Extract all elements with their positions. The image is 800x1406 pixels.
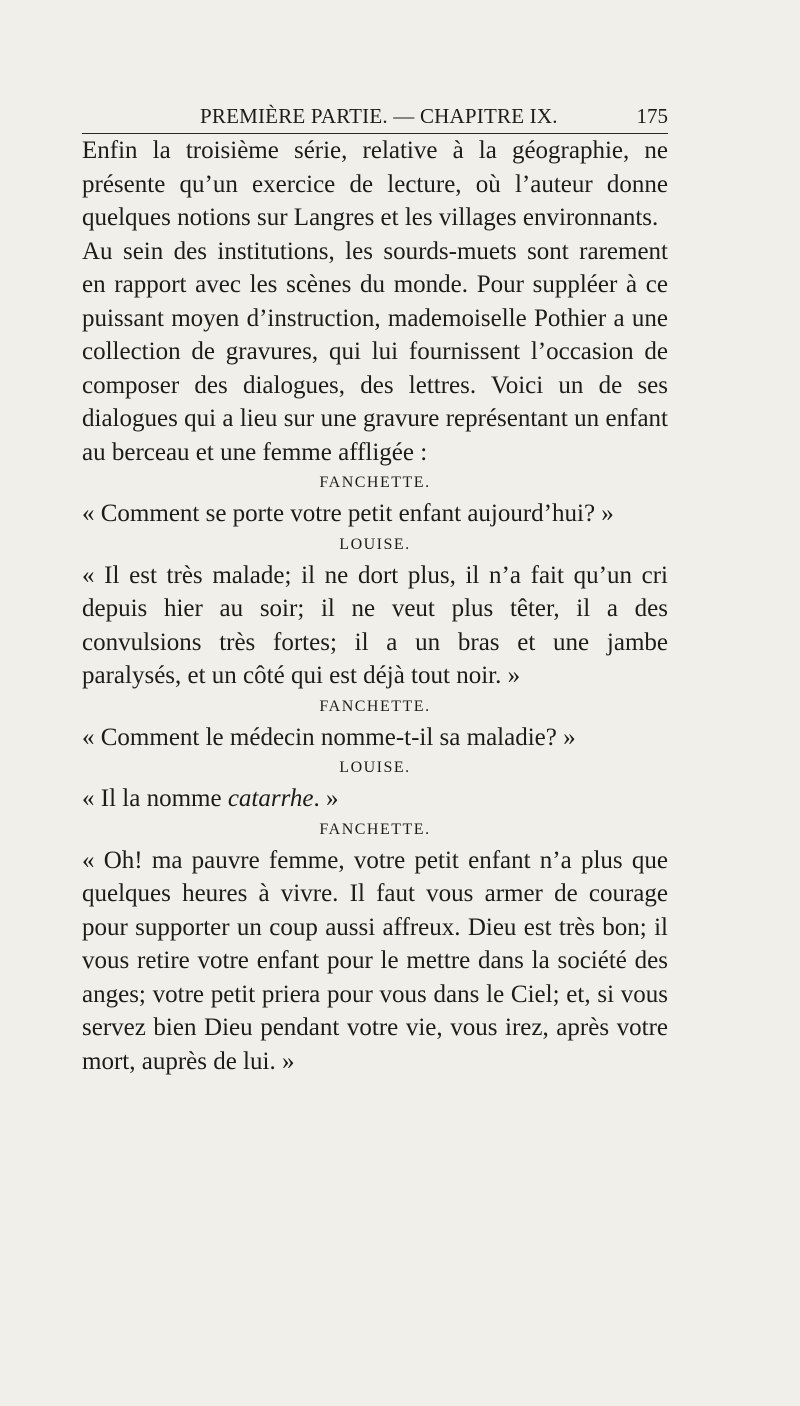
speaker-louise: LOUISE.: [339, 535, 411, 553]
dialogue-line: « Oh! ma pauvre femme, votre petit enfant n’a plus que quelques heures à vivre. Il faut vous armer de courage pour supporter un coup aussi affreux. Dieu est très bon; il vous retire votre enfant pour le mettre dans la société des anges; votre petit priera pour vous dans le Ciel; et, si vous servez bien Dieu pendant votre vie, vous irez, après votre mort, auprès de lui. »: [82, 846, 668, 1075]
speaker-louise: LOUISE.: [339, 759, 411, 776]
dialogue-text: . »: [313, 785, 339, 812]
dialogue-line: [82, 782, 668, 816]
running-head: PREMIÈRE PARTIE. — CHAPITRE IX.: [200, 104, 558, 128]
page-body: [82, 134, 668, 1078]
page-header: [82, 100, 668, 134]
speaker-fanchette: FANCHETTE.: [319, 474, 431, 491]
speaker-fanchette: FANCHETTE.: [319, 697, 431, 715]
dialogue-text: « Il la nomme: [82, 785, 228, 812]
page-number: 175: [636, 104, 668, 128]
dialogue-line: « Comment le médecin nomme-t-il sa maladie? »: [82, 723, 576, 751]
paragraph-geography: Enfin la troisième série, relative à la géographie, ne présente qu’un exercice de lecture, où l’auteur donne quelques notions sur Langres et les villages environnants.: [82, 137, 668, 231]
speaker-fanchette: FANCHETTE.: [319, 820, 431, 838]
dialogue-line: « Il est très malade; il ne dort plus, il n’a fait qu’un cri depuis hier au soir; il ne veut plus têter, il a des convulsions très fortes; il a un bras et une jambe paralysés, et un côté qui est déjà tout noir. »: [82, 561, 668, 689]
paragraph-institutions: Au sein des institutions, les sourds-muets sont rarement en rapport avec les scènes du monde. Pour suppléer à ce puissant moyen d’instruction, mademoiselle Pothier a une collection de gravures, qui lui fournissent l’occasion de composer des dialogues, des lettres. Voici un de ses dialogues qui a lieu sur une gravure représentant un enfant au berceau et une femme affligée :: [82, 237, 668, 466]
dialogue-line: « Comment se porte votre petit enfant aujourd’hui? »: [82, 500, 614, 527]
italic-term: catarrhe: [227, 785, 314, 812]
